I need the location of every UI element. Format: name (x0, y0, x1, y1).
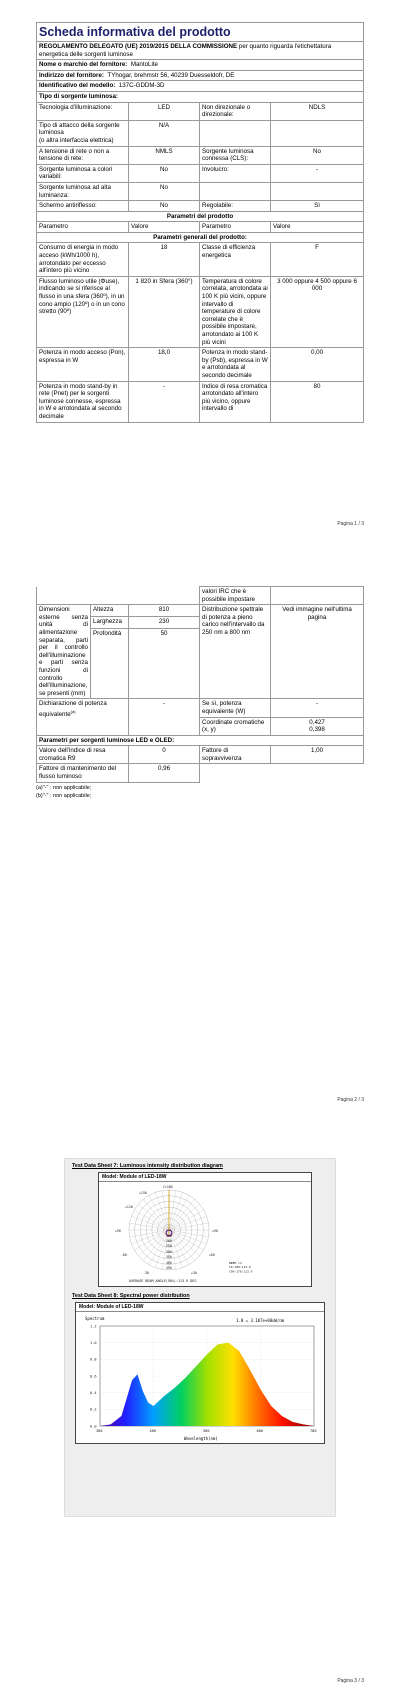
spectrum-note: 1.0 = 3.187e+00uW/nm (236, 1318, 285, 1323)
spectrum-ytick: 1.0 (90, 1340, 97, 1345)
dim-width-label: Larghezza (91, 617, 129, 629)
light-source-row (37, 164, 364, 182)
spectral-value: Vedi immagine nell'ultima pagina (271, 605, 364, 699)
info-table (36, 22, 364, 423)
lst-param: Schermo antiriflesso: (37, 201, 129, 212)
polar-label: C=180 (163, 1185, 173, 1189)
param-value: 0,00 (271, 348, 364, 381)
param-name: Indice di resa cromatica arrotondato all'intero più vicino, oppure intervallo di (200, 381, 271, 422)
lst-value: No (271, 146, 364, 164)
spectrum-ytick: 1.2 (90, 1324, 97, 1329)
chroma-label: Coordinate cromatiche (x, y) (200, 717, 271, 735)
polar-legend-item: C90-270:113.9 (229, 1269, 253, 1274)
dim-height-value: 810 (129, 605, 200, 617)
general-param-row (37, 243, 364, 276)
survival-label: Fattore di sopravvivenza (200, 746, 271, 764)
product-info-sheet-continued (36, 586, 363, 800)
lst-value (271, 120, 364, 146)
yes-power-label: Se sì, potenza equivalente (W) (200, 699, 271, 717)
equiv-power-value: - (129, 699, 200, 735)
polar-label: 450 (166, 1266, 172, 1270)
lst-value: No (129, 201, 200, 212)
product-params-heading: Parametri del prodotto (37, 211, 364, 222)
dimensions-label: Dimensioni esterne senza unità di alimentazione separata, parti per il controllo dell'illuminazione e parti senza funzioni di controllo dell'illuminazione, se presenti (mm) (37, 605, 91, 699)
param-name: Potenza in modo stand-by (Psb), espressa in W e arrotondata al secondo decimale (200, 348, 271, 381)
lst-value: LED (129, 102, 200, 120)
param-value: - (129, 381, 200, 422)
lst-param (200, 120, 271, 146)
spectrum-xtick: 680 (256, 1429, 263, 1433)
polar-label: 400 (166, 1261, 172, 1265)
polar-label: 150 (166, 1234, 172, 1238)
lst-param: Non direzionale o direzionale: (200, 102, 271, 120)
page-number: Pagina 3 / 3 (337, 1678, 364, 1684)
lst-param: Involucro: (200, 164, 271, 182)
spectrum-ylabel: Spectrum (85, 1316, 105, 1321)
footnote-a: (a)"-" : non applicabile; (36, 784, 92, 791)
col-value-header: Valore (271, 222, 364, 233)
light-source-type-heading: Tipo di sorgente luminosa: (37, 91, 364, 102)
lst-value: NDLS (271, 102, 364, 120)
param-value: 18,0 (129, 348, 200, 381)
param-name: Flusso luminoso utile (Φuse), indicando se si riferisce al flusso in una sfera (360º), in un cono ampio (120º) o in un cono stretto (90º) (37, 276, 129, 347)
dim-width-value: 230 (129, 617, 200, 629)
polar-label: +120 (125, 1205, 133, 1209)
lst-param: Sorgente luminosa a colori variabili: (37, 164, 129, 182)
light-source-row (37, 120, 364, 146)
lst-value: No (129, 164, 200, 182)
general-param-row (37, 276, 364, 347)
polar-label: +90 (212, 1229, 218, 1233)
lst-value: NMLS (129, 146, 200, 164)
yes-power-value: - (271, 699, 364, 717)
regulation-text: REGOLAMENTO DELEGATO (UE) 2019/2015 DELLA COMMISSIONE per quanto riguarda l'etichettatura energetica delle sorgenti luminose (37, 42, 364, 60)
param-name: Potenza in modo acceso (Pon), espressa in W (37, 348, 129, 381)
polar-label: +60 (209, 1253, 215, 1257)
param-value: 18 (129, 243, 200, 276)
spectral-label: Distribuzione spettrale di potenza a pieno carico nell'intervallo da 250 nm a 800 nm (200, 605, 271, 699)
maintenance-label: Fattore di mantenimento del flusso luminoso (37, 764, 129, 782)
param-value: 1 820 in Sfera (360°) (129, 276, 200, 347)
spectrum-xtick: 580 (203, 1429, 210, 1433)
lst-value: - (271, 164, 364, 182)
param-value: F (271, 243, 364, 276)
param-name: Consumo di energia in modo acceso (kWh/1000 h), arrotondato per eccesso all'intero più vicino (37, 243, 129, 276)
polar-label: +30 (191, 1271, 197, 1275)
page-title: Scheda informativa del prodotto (37, 23, 364, 42)
polar-label: -30 (143, 1271, 149, 1275)
chroma-values: 0,427 0,398 (271, 717, 364, 735)
survival-value: 1,00 (271, 746, 364, 764)
led-params-heading: Parametri per sorgenti luminose LED e OLED: (37, 735, 364, 746)
lst-param: A tensione di rete o non a tensione di rete: (37, 146, 129, 164)
supplier-address-row: Indirizzo del fornitore: TYhogar, brehmstr 56, 40239 Duesseldofr, DE (37, 70, 364, 81)
spectrum-xtick: 780 (310, 1429, 317, 1433)
supplier-name-row: Nome o marchio del fornitore: MantoLite (37, 60, 364, 71)
lst-param: Regolabile: (200, 201, 271, 212)
polar-diagram (99, 1182, 311, 1286)
sheet7-title: Test Data Sheet 7: Luminous intensity distribution diagram (72, 1163, 223, 1169)
spectrum-ytick: 0.6 (90, 1374, 97, 1379)
info-table-continued (36, 586, 364, 783)
general-param-row (37, 381, 364, 422)
spectrum-xlabel: Wavelength(nm) (184, 1436, 218, 1441)
param-value: 80 (271, 381, 364, 422)
lst-value (271, 182, 364, 200)
dim-depth-value: 50 (129, 629, 200, 699)
r9-label: Valore dell'indice di resa cromatica R9 (37, 746, 129, 764)
product-info-sheet (36, 22, 363, 423)
light-source-row (37, 201, 364, 212)
footnote-b: (b)"-" : non applicabile; (36, 792, 92, 799)
polar-legend-item: NBEM cd (229, 1261, 242, 1265)
polar-label: +90 (115, 1229, 121, 1233)
page-number: Pagina 2 / 3 (337, 1097, 364, 1103)
polar-label: +150 (139, 1191, 147, 1195)
lst-value: Sì (271, 201, 364, 212)
equiv-power-label: Dichiarazione di potenza equivalente$^{(a)}$ (37, 699, 129, 735)
param-name: Temperatura di colore correlata, arrotondata ai 100 K più vicini, oppure intervallo di temperature di colore correlate che è possibile impostare, arrotondato ai 100 K più vicini (200, 276, 271, 347)
light-source-row (37, 146, 364, 164)
polar-label: 200 (166, 1239, 172, 1243)
sheet8-title: Test Data Sheet 8: Spectral power distribution (72, 1293, 190, 1299)
spectrum-ytick: 0.4 (90, 1390, 97, 1395)
spectrum-ytick: 0.8 (90, 1357, 97, 1362)
param-value: 3 000 oppure 4 500 oppure 6 000 (271, 276, 364, 347)
lst-param: Sorgente luminosa connessa (CLS): (200, 146, 271, 164)
lst-value: No (129, 182, 200, 200)
lst-param (200, 182, 271, 200)
general-param-row (37, 348, 364, 381)
spectrum-ytick: 0.2 (90, 1407, 97, 1412)
col-value-header: Valore (129, 222, 200, 233)
polar-caption: AVERAGE BEAM ANGLE(50%):113.9 DEG (129, 1279, 197, 1283)
footnotes (36, 784, 363, 800)
spectrum-chart (76, 1312, 324, 1443)
dim-height-label: Altezza (91, 605, 129, 617)
polar-label: 300 (166, 1250, 172, 1254)
polar-label: 350 (166, 1255, 172, 1259)
sheet7-model: Model: Module of LED-18W (99, 1173, 311, 1182)
polar-label: 250 (166, 1244, 172, 1248)
polar-legend-item: C0-180:113.8 (229, 1265, 251, 1270)
cri-continuation: valori IRC che è possibile impostare (200, 587, 271, 605)
spectrum-xtick: 380 (96, 1429, 103, 1433)
polar-diagram-box (98, 1172, 312, 1287)
spectrum-xtick: 480 (149, 1429, 156, 1433)
page-2 (0, 560, 400, 1130)
param-name: Classe di efficienza energetica (200, 243, 271, 276)
model-id-row: Identificativo del modello: 137C-GDDM-3D (37, 81, 364, 92)
lst-param: Tecnologia d'illuminazione: (37, 102, 129, 120)
dim-depth-label: Profondità (91, 629, 129, 699)
page-number: Pagina 1 / 3 (337, 521, 364, 527)
spectrum-ytick: 0.0 (90, 1424, 97, 1429)
lst-param: Sorgente luminosa ad alta luminanza: (37, 182, 129, 200)
sheet8-model: Model: Module of LED-18W (76, 1303, 324, 1312)
scanned-test-report (64, 1158, 336, 1517)
lst-param: Tipo di attacco della sorgente luminosa (o altra interfaccia elettrica) (37, 120, 129, 146)
col-param-header: Parametro (37, 222, 129, 233)
r9-value: 0 (129, 746, 200, 764)
lst-value: N/A (129, 120, 200, 146)
page-1 (0, 0, 400, 560)
light-source-row (37, 182, 364, 200)
col-param-header: Parametro (200, 222, 271, 233)
general-params-heading: Parametri generali del prodotto: (37, 232, 364, 243)
param-name: Potenza in modo stand-by in rete (Pnet) per le sorgenti luminose connesse, espressa in W e arrotondata al secondo decimale (37, 381, 129, 422)
polar-label: -60 (121, 1253, 127, 1257)
page-3 (0, 1130, 400, 1698)
maintenance-value: 0,96 (129, 764, 200, 782)
light-source-row (37, 102, 364, 120)
spectrum-box (75, 1302, 325, 1444)
